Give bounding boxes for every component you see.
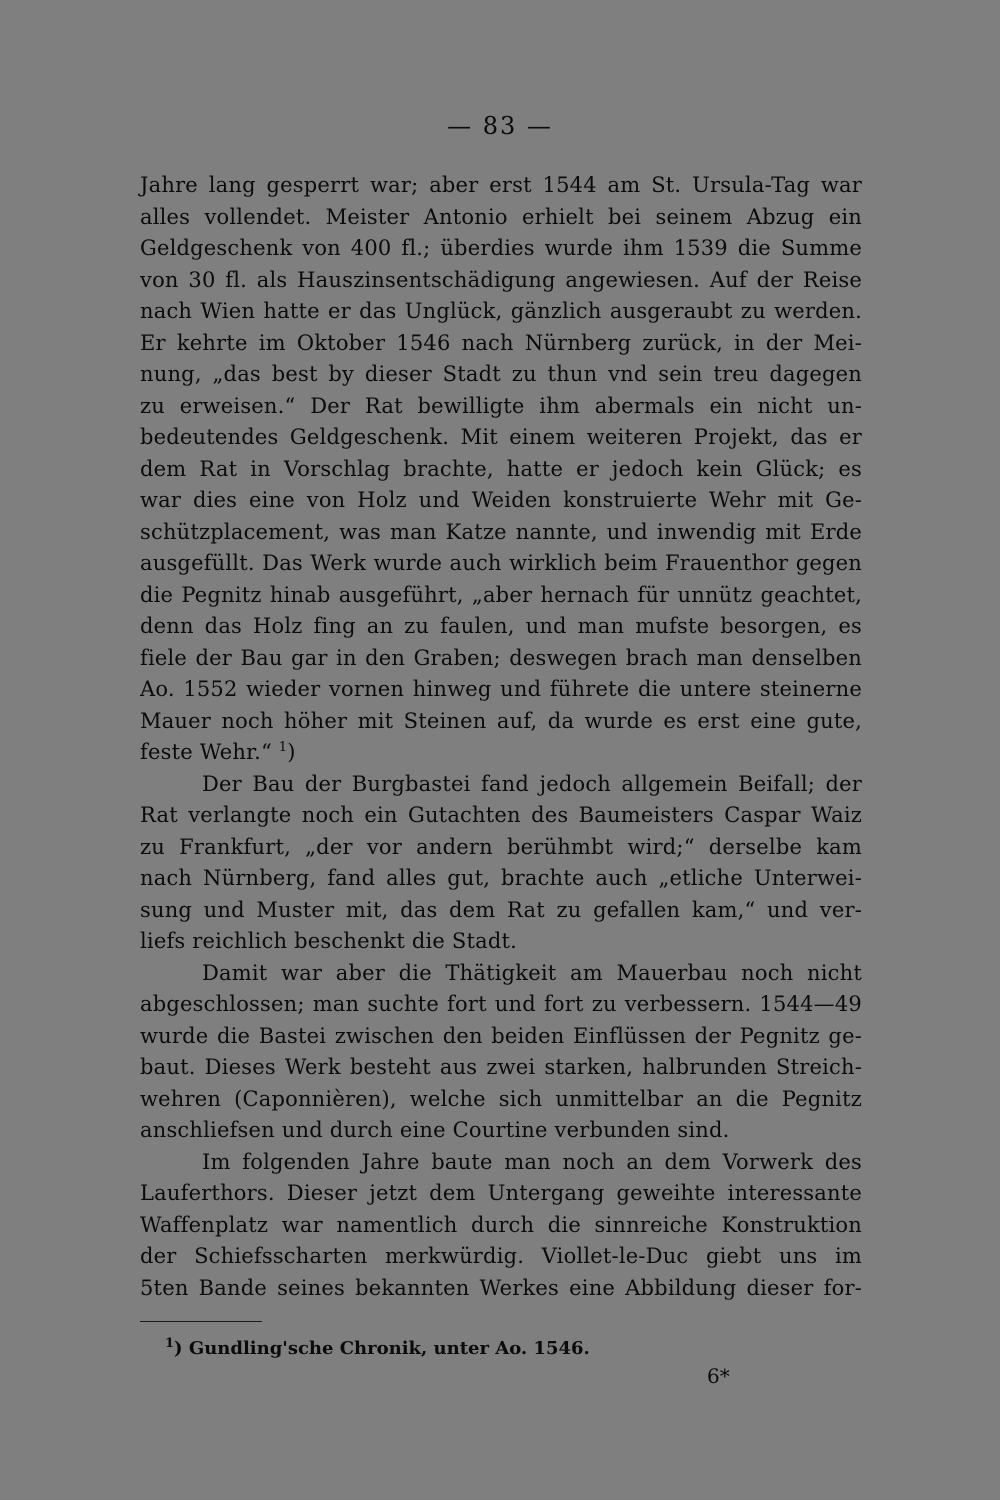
text-line (140, 1021, 862, 1053)
text-line (140, 1210, 862, 1242)
text-line (140, 1273, 862, 1305)
text-line-content: Lauferthors. Dieser jetzt dem Untergang geweihte interessante (140, 1181, 862, 1205)
text-line (140, 391, 862, 423)
text-line-content: die Pegnitz hinab ausgeführt, „aber hernach für unnütz geachtet, (140, 582, 862, 607)
text-line (140, 296, 862, 328)
text-line-content: von 30 fl. als Hauszinsentschädigung angewiesen. Auf der Reise (140, 267, 862, 292)
text-line (140, 422, 862, 454)
text-line (140, 1147, 862, 1179)
page-number: — 83 — (447, 112, 553, 140)
text-line (140, 800, 862, 832)
text-line-content: ausgefüllt. Das Werk wurde auch wirklich beim Frauenthor gegen (140, 551, 862, 575)
text-line-content: Geldgeschenk von 400 fl.; überdies wurde ihm 1539 die Summe (140, 236, 862, 260)
text-line (140, 580, 862, 612)
text-line-content: wurde die Bastei zwischen den beiden Einflüssen der Pegnitz ge- (140, 1023, 862, 1048)
text-line-content: zu Frankfurt, „der vor andern berühmbt wird;“ derselbe kam (140, 834, 862, 859)
footnote-rule (140, 1321, 262, 1322)
footnote-text: ) Gundling'sche Chronik, unter Ao. 1546. (174, 1338, 590, 1359)
text-line-content: Mauer noch höher mit Steinen auf, da wurde es erst eine gute, (140, 708, 862, 733)
footnote-reference-suffix: ) (287, 740, 296, 764)
text-line (140, 359, 862, 391)
text-line (140, 895, 862, 927)
text-line (140, 958, 862, 990)
text-line-content: bedeutendes Geldgeschenk. Mit einem weiteren Projekt, das er (140, 425, 862, 449)
text-line-content: Jahre lang gesperrt war; aber erst 1544 am St. Ursula-Tag war (140, 173, 862, 197)
body-text (140, 170, 862, 1304)
text-line (140, 170, 862, 202)
text-line-content: Im folgenden Jahre baute man noch an dem Vorwerk des (202, 1149, 862, 1174)
text-line (140, 989, 862, 1021)
text-line (140, 517, 862, 549)
text-line-content: denn das Holz fing an zu faulen, und man mufste besorgen, es (140, 614, 862, 638)
text-line-content: liefs reichlich beschenkt die Stadt. (140, 929, 518, 953)
text-line (140, 832, 862, 864)
text-line (140, 1178, 862, 1210)
text-line-content: war dies eine von Holz und Weiden konstruierte Wehr mit Ge- (140, 488, 862, 512)
text-line-content: baut. Dieses Werk besteht aus zwei starken, halbrunden Streich- (140, 1055, 862, 1079)
text-line-content: zu erweisen.“ Der Rat bewilligte ihm abermals ein nicht un- (140, 393, 862, 418)
text-line-content: 5ten Bande seines bekannten Werkes eine Abbildung dieser for- (140, 1275, 862, 1300)
text-line (140, 674, 862, 706)
text-line (140, 454, 862, 486)
text-line (140, 328, 862, 360)
text-line-content: fiele der Bau gar in den Graben; deswegen brach man denselben (140, 645, 862, 670)
text-line-content: abgeschlossen; man suchte fort und fort zu verbessern. 1544—49 (140, 992, 862, 1016)
footnote-marker: 1 (165, 1336, 175, 1351)
text-line (140, 1052, 862, 1084)
text-line-content: wehren (Caponnièren), welche sich unmittelbar an die Pegnitz (140, 1086, 862, 1111)
text-line-content: schützplacement, was man Katze nannte, und inwendig mit Erde (140, 519, 862, 544)
text-line (140, 706, 862, 738)
text-line-content: nach Wien hatte er das Unglück, gänzlich ausgeraubt zu werden. (140, 299, 862, 323)
text-line (140, 769, 862, 801)
text-line (140, 233, 862, 265)
text-line (140, 485, 862, 517)
text-line (140, 265, 862, 297)
text-line-content: dem Rat in Vorschlag brachte, hatte er jedoch kein Glück; es (140, 456, 862, 481)
text-line (140, 1084, 862, 1116)
text-line-content: Ao. 1552 wieder vornen hinweg und führete die untere steinerne (140, 677, 862, 701)
text-line (140, 926, 862, 958)
text-line-content: Er kehrte im Oktober 1546 nach Nürnberg zurück, in der Mei- (140, 330, 862, 355)
text-line-content: alles vollendet. Meister Antonio erhielt bei seinem Abzug ein (140, 204, 862, 229)
text-line (140, 611, 862, 643)
text-line-content: anschliefsen und durch eine Courtine verbunden sind. (140, 1118, 730, 1142)
footnote (165, 1338, 590, 1359)
text-line (140, 863, 862, 895)
text-line-content: nung, „das best by dieser Stadt zu thun vnd sein treu dagegen (140, 362, 862, 386)
text-line (140, 1115, 862, 1147)
text-line-content: Der Bau der Burgbastei fand jedoch allgemein Beifall; der (202, 771, 862, 796)
text-line-content: feste Wehr.“ (140, 740, 272, 764)
text-line (140, 548, 862, 580)
text-line-content: sung und Muster mit, das dem Rat zu gefallen kam,“ und ver- (140, 897, 862, 922)
text-line-content: Rat verlangte noch ein Gutachten des Baumeisters Caspar Waiz (140, 803, 862, 827)
text-line (140, 737, 862, 769)
text-line-content: nach Nürnberg, fand alles gut, brachte auch „etliche Unterwei- (140, 866, 862, 890)
text-line (140, 643, 862, 675)
text-line (140, 202, 862, 234)
text-line-content: Waffenplatz war namentlich durch die sinnreiche Konstruktion (140, 1212, 862, 1237)
footnote-reference: 1 (278, 740, 288, 755)
text-line (140, 1241, 862, 1273)
text-line-content: der Schiefsscharten merkwürdig. Viollet-le-Duc giebt uns im (140, 1244, 862, 1268)
signature-mark: 6* (707, 1364, 730, 1388)
text-line-content: Damit war aber die Thätigkeit am Mauerbau noch nicht (202, 960, 862, 985)
